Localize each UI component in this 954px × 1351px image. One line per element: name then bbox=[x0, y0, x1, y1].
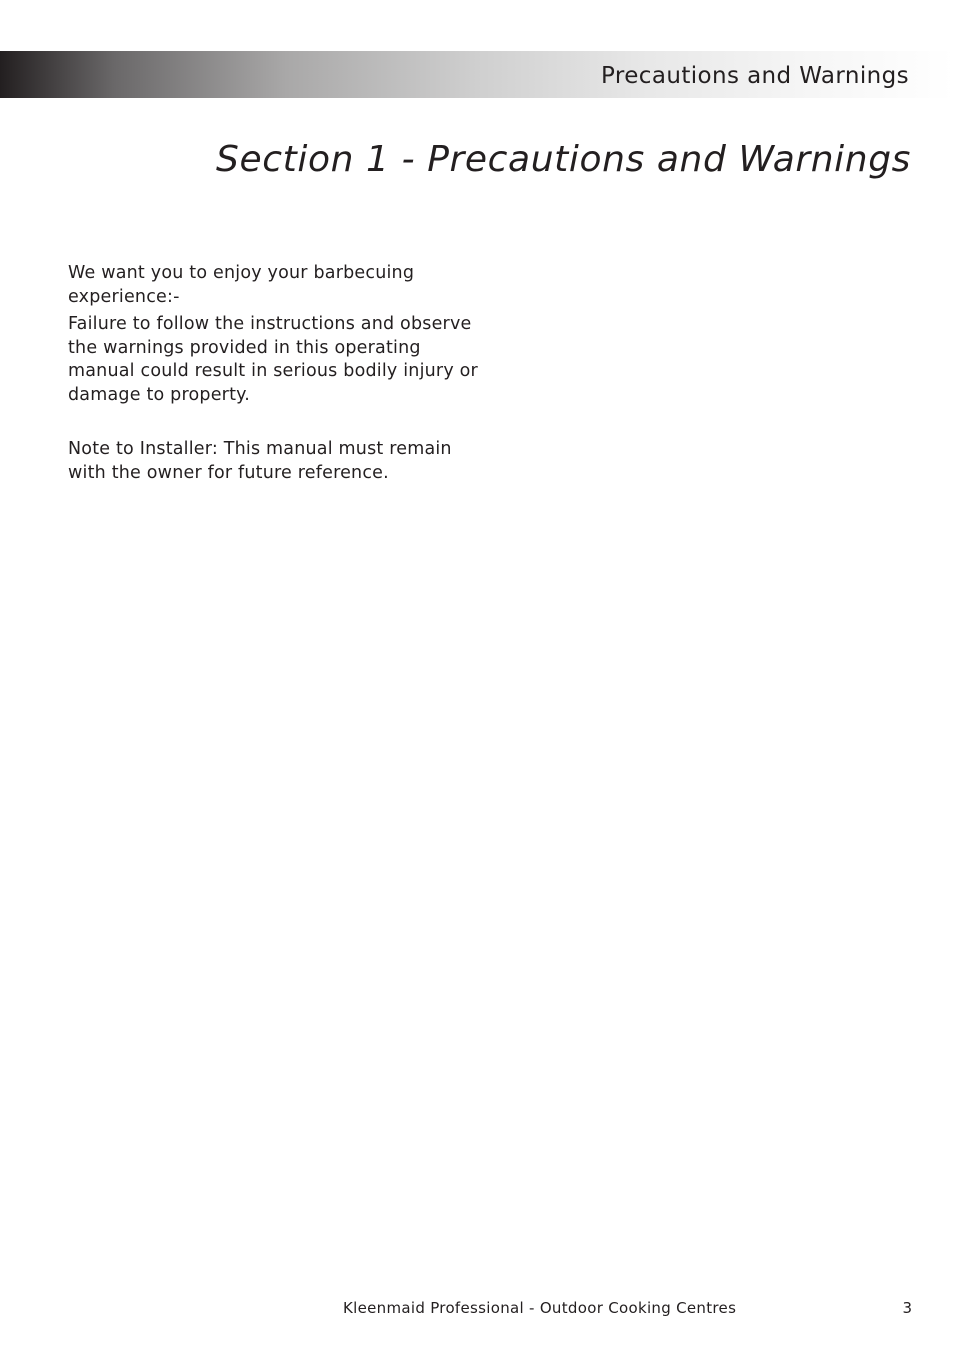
intro-paragraph: We want you to enjoy your barbecuing experience:- bbox=[68, 263, 415, 307]
body-text-column bbox=[68, 262, 488, 485]
page-number: 3 bbox=[902, 1299, 912, 1317]
running-header-title: Precautions and Warnings bbox=[601, 63, 909, 89]
installer-note-paragraph: Note to Installer: This manual must remain with the owner for future reference. bbox=[68, 439, 452, 483]
warning-paragraph: Failure to follow the instructions and observe the warnings provided in this operating manual could result in serious bodily injury or damage to property. bbox=[68, 314, 478, 405]
section-title: Section 1 - Precautions and Warnings bbox=[216, 139, 911, 180]
footer-text: Kleenmaid Professional - Outdoor Cooking Centres bbox=[343, 1299, 737, 1317]
